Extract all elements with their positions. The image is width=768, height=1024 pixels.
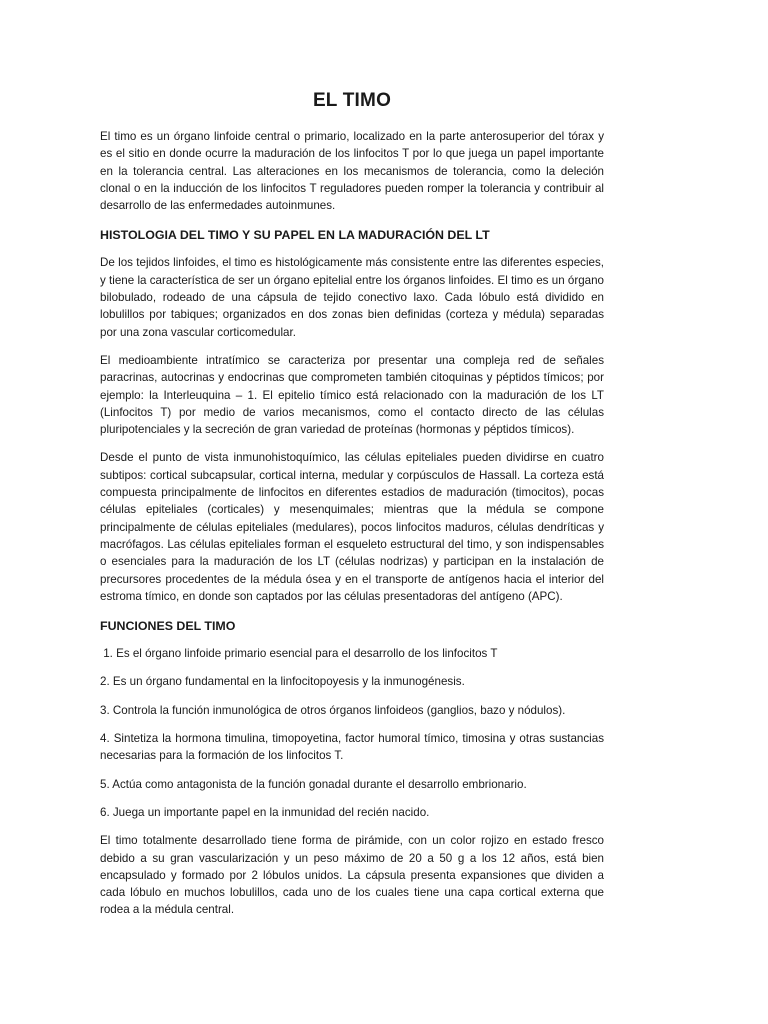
body-paragraph: El medioambiente intratímico se caracteriza por presentar una compleja red de señales paracrinas, autocrinas y endocrinas que comprometen también citoquinas y péptidos tímicos; por ejemplo: la Interleuquina – 1. El epitelio tímico está relacionado con la maduración de los LT (Linfocitos T) por medio de varios mecanismos, como el contacto directo de las células pluripotenciales y la secreción de gran variedad de proteínas (hormonas y péptidos tímicos). xyxy=(100,353,604,437)
section-heading-funciones: FUNCIONES DEL TIMO xyxy=(100,619,236,634)
list-item: 2. Es un órgano fundamental en la linfocitopoyesis y la inmunogénesis. xyxy=(100,675,465,689)
section-heading-histologia: HISTOLOGIA DEL TIMO Y SU PAPEL EN LA MADURACIÓN DEL LT xyxy=(100,228,490,243)
body-paragraph: Desde el punto de vista inmunohistoquímico, las células epiteliales pueden dividirse en cuatro subtipos: cortical subcapsular, cortical interna, medular y corpúsculos de Hassall. La corteza está compuesta principalmente de linfocitos en diferentes estadios de maduración (timocitos), pocas células epiteliales (corticales) y mesenquimales; mientras que la médula se compone principalmente de células epiteliales (medulares), pocos linfocitos maduros, células dendríticas y macrófagos. Las células epiteliales forman el esqueleto estructural del timo, y son indispensables o esenciales para la maduración de los LT (células nodrizas) y participan en la instalación de precursores procedentes de la médula ósea y en el transporte de antígenos hacia el interior del estroma tímico, en donde son captados por las células presentadoras del antígeno (APC). xyxy=(100,451,604,603)
list-item: 1. Es el órgano linfoide primario esencial para el desarrollo de los linfocitos T xyxy=(100,647,498,661)
list-item: 6. Juega un importante papel en la inmunidad del recién nacido. xyxy=(100,805,430,819)
body-paragraph: De los tejidos linfoides, el timo es histológicamente más consistente entre las diferentes especies, y tiene la característica de ser un órgano epitelial entre los órganos linfoides. El timo es un órgano bilobulado, rodeado de una cápsula de tejido conectivo laxo. Cada lóbulo está dividido en lobulillos por tabiques; organizados en dos zonas bien definidas (corteza y médula) separadas por una zona vascular corticomedular. xyxy=(100,256,604,339)
intro-paragraph: El timo es un órgano linfoide central o primario, localizado en la parte anterosuperior del tórax y es el sitio en donde ocurre la maduración de los linfocitos T por lo que juega un papel importante en la tolerancia central. Las alteraciones en los mecanismos de tolerancia, como la deleción clonal o en la inducción de los linfocitos T reguladores pueden romper la tolerancia y contribuir al desarrollo de las enfermedades autoinmunes. xyxy=(100,130,604,213)
list-item: 3. Controla la función inmunológica de otros órganos linfoideos (ganglios, bazo y nódulos). xyxy=(100,703,566,717)
list-item: 5. Actúa como antagonista de la función gonadal durante el desarrollo embrionario. xyxy=(100,777,527,791)
closing-paragraph: El timo totalmente desarrollado tiene forma de pirámide, con un color rojizo en estado fresco debido a su gran vascularización y un peso máximo de 20 a 50 g a los 12 años, está bien encapsulado y formado por 2 lóbulos unidos. La cápsula presenta expansiones que dividen a cada lóbulo en muchos lobulillos, cada uno de los cuales tiene una capa cortical externa que rodea a la médula central. xyxy=(100,834,604,917)
page-title: EL TIMO xyxy=(312,90,392,111)
list-item: 4. Sintetiza la hormona timulina, timopoyetina, factor humoral tímico, timosina y otras sustancias necesarias para la formación de los linfocitos T. xyxy=(100,732,604,763)
functions-list xyxy=(100,645,604,821)
